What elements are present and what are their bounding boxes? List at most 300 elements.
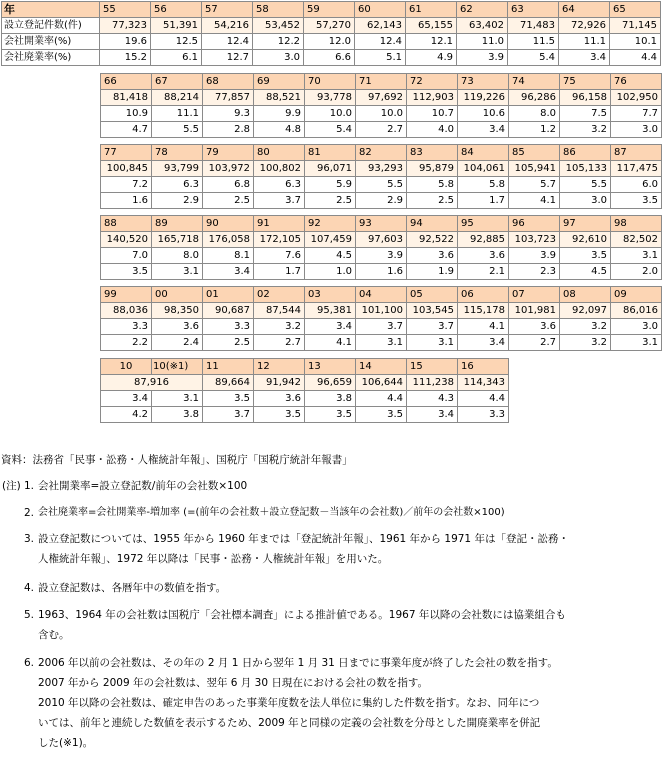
open-rate-cell: 5.5 [560, 177, 611, 193]
row-label-close-rate: 会社廃業率(%) [2, 50, 100, 66]
note-text [38, 578, 660, 598]
row-label-open-rate: 会社開業率(%) [2, 34, 100, 50]
filings-row [101, 303, 662, 319]
filings-cell: 106,644 [356, 375, 407, 391]
close-rate-cell: 3.5 [356, 407, 407, 423]
open-rate-cell: 9.9 [254, 106, 305, 122]
open-rate-cell: 5.7 [509, 177, 560, 193]
close-rate-cell: 2.5 [407, 193, 458, 209]
close-rate-cell: 4.4 [610, 50, 661, 66]
filings-cell: 71,145 [610, 18, 661, 34]
filings-cell: 92,097 [560, 303, 611, 319]
filings-cell: 93,799 [152, 161, 203, 177]
note-text [38, 503, 660, 523]
year-cell: 10(※1) [152, 359, 203, 375]
year-cell: 13 [305, 359, 356, 375]
note-number: 6. [24, 657, 35, 669]
filings-cell: 93,778 [305, 90, 356, 106]
year-cell: 83 [407, 145, 458, 161]
year-cell: 67 [152, 74, 203, 90]
open-rate-row [2, 34, 661, 50]
close-rate-cell: 3.2 [560, 335, 611, 351]
filings-cell: 77,323 [100, 18, 151, 34]
filings-cell: 65,155 [406, 18, 457, 34]
data-table-block-3 [100, 144, 662, 209]
year-cell: 95 [458, 216, 509, 232]
open-rate-cell: 3.8 [305, 391, 356, 407]
year-row [101, 359, 509, 375]
open-rate-cell: 7.6 [254, 248, 305, 264]
open-rate-cell: 3.6 [458, 248, 509, 264]
close-rate-cell: 1.9 [407, 264, 458, 280]
close-rate-cell: 6.6 [304, 50, 355, 66]
close-rate-row [101, 335, 662, 351]
close-rate-cell: 4.2 [101, 407, 152, 423]
open-rate-cell: 4.4 [458, 391, 509, 407]
open-rate-cell: 3.4 [305, 319, 356, 335]
year-cell: 08 [560, 287, 611, 303]
close-rate-cell: 5.4 [305, 122, 356, 138]
year-cell: 75 [560, 74, 611, 90]
open-rate-cell: 10.6 [458, 106, 509, 122]
year-cell: 80 [254, 145, 305, 161]
note-text [38, 653, 660, 753]
open-rate-cell: 10.0 [356, 106, 407, 122]
close-rate-cell: 2.5 [305, 193, 356, 209]
open-rate-cell: 3.6 [152, 319, 203, 335]
open-rate-cell: 10.1 [610, 34, 661, 50]
open-rate-cell: 3.0 [611, 319, 662, 335]
open-rate-cell: 10.0 [305, 106, 356, 122]
filings-cell: 176,058 [203, 232, 254, 248]
filings-row [2, 18, 661, 34]
year-cell: 14 [356, 359, 407, 375]
filings-cell: 96,071 [305, 161, 356, 177]
year-cell: 77 [101, 145, 152, 161]
year-cell: 06 [458, 287, 509, 303]
close-rate-cell: 6.1 [151, 50, 202, 66]
year-row [101, 145, 662, 161]
open-rate-cell: 11.5 [508, 34, 559, 50]
filings-cell: 96,286 [509, 90, 560, 106]
note-line: した(※1)。 [38, 737, 94, 749]
filings-cell: 92,522 [407, 232, 458, 248]
close-rate-cell: 3.0 [253, 50, 304, 66]
open-rate-cell: 3.9 [356, 248, 407, 264]
note-text [38, 605, 660, 645]
open-rate-cell: 3.3 [203, 319, 254, 335]
close-rate-cell: 5.4 [508, 50, 559, 66]
year-cell: 10 [101, 359, 152, 375]
open-rate-cell: 5.5 [356, 177, 407, 193]
close-rate-cell: 3.4 [458, 335, 509, 351]
data-table-block-1 [1, 1, 661, 66]
close-rate-cell: 1.0 [305, 264, 356, 280]
close-rate-cell: 2.9 [152, 193, 203, 209]
close-rate-cell: 1.7 [458, 193, 509, 209]
year-cell: 16 [458, 359, 509, 375]
close-rate-row [101, 122, 662, 138]
filings-cell: 119,226 [458, 90, 509, 106]
year-cell: 88 [101, 216, 152, 232]
year-cell: 99 [101, 287, 152, 303]
close-rate-cell: 4.8 [254, 122, 305, 138]
filings-cell: 102,950 [611, 90, 662, 106]
close-rate-cell: 3.9 [457, 50, 508, 66]
open-rate-cell: 3.1 [611, 248, 662, 264]
close-rate-cell: 3.4 [407, 407, 458, 423]
filings-cell: 93,293 [356, 161, 407, 177]
year-cell: 97 [560, 216, 611, 232]
note-text [38, 529, 660, 569]
filings-cell: 86,016 [611, 303, 662, 319]
open-rate-cell: 6.8 [203, 177, 254, 193]
filings-cell: 103,723 [509, 232, 560, 248]
close-rate-cell: 2.8 [203, 122, 254, 138]
filings-cell: 103,972 [203, 161, 254, 177]
filings-cell: 100,845 [101, 161, 152, 177]
close-rate-cell: 15.2 [100, 50, 151, 66]
filings-cell: 117,475 [611, 161, 662, 177]
note-text [38, 476, 660, 496]
year-cell: 86 [560, 145, 611, 161]
year-cell: 94 [407, 216, 458, 232]
year-cell: 15 [407, 359, 458, 375]
year-cell: 55 [100, 2, 151, 18]
year-cell: 84 [458, 145, 509, 161]
close-rate-cell: 3.4 [559, 50, 610, 66]
open-rate-cell: 10.7 [407, 106, 458, 122]
filings-cell: 101,100 [356, 303, 407, 319]
open-rate-row [101, 177, 662, 193]
year-cell: 73 [458, 74, 509, 90]
close-rate-cell: 3.8 [152, 407, 203, 423]
year-cell: 04 [356, 287, 407, 303]
open-rate-cell: 3.4 [101, 391, 152, 407]
row-label-filings: 設立登記件数(件) [2, 18, 100, 34]
open-rate-cell: 6.0 [611, 177, 662, 193]
open-rate-cell: 10.9 [101, 106, 152, 122]
year-cell: 00 [152, 287, 203, 303]
open-rate-cell: 8.0 [509, 106, 560, 122]
close-rate-cell: 3.7 [203, 407, 254, 423]
filings-cell: 112,903 [407, 90, 458, 106]
open-rate-cell: 12.1 [406, 34, 457, 50]
open-rate-cell: 6.3 [152, 177, 203, 193]
close-rate-cell: 1.6 [356, 264, 407, 280]
filings-cell: 54,216 [202, 18, 253, 34]
close-rate-cell: 2.5 [203, 335, 254, 351]
note-line: いては、前年と連続した数値を表示するため、2009 年と同様の定義の会社数を分母とした開廃業率を併記 [38, 717, 541, 729]
close-rate-cell: 4.0 [407, 122, 458, 138]
open-rate-cell: 19.6 [100, 34, 151, 50]
open-rate-cell: 7.5 [560, 106, 611, 122]
open-rate-cell: 5.8 [407, 177, 458, 193]
note-line: 会社開業率=設立登記数/前年の会社数×100 [38, 480, 248, 492]
open-rate-cell: 7.7 [611, 106, 662, 122]
year-cell: 66 [101, 74, 152, 90]
close-rate-cell: 1.7 [254, 264, 305, 280]
open-rate-cell: 4.4 [356, 391, 407, 407]
year-cell: 96 [509, 216, 560, 232]
year-row [101, 74, 662, 90]
close-rate-cell: 2.3 [509, 264, 560, 280]
filings-cell: 96,158 [560, 90, 611, 106]
data-table-block-5 [100, 286, 662, 351]
year-cell: 63 [508, 2, 559, 18]
close-rate-cell: 4.5 [560, 264, 611, 280]
filings-cell: 97,692 [356, 90, 407, 106]
close-rate-cell: 3.1 [611, 335, 662, 351]
filings-cell: 92,885 [458, 232, 509, 248]
close-rate-cell: 4.9 [406, 50, 457, 66]
filings-cell: 111,238 [407, 375, 458, 391]
close-rate-cell: 4.7 [101, 122, 152, 138]
year-cell: 02 [254, 287, 305, 303]
close-rate-cell: 1.2 [509, 122, 560, 138]
filings-cell: 92,610 [560, 232, 611, 248]
close-rate-cell: 4.1 [509, 193, 560, 209]
year-cell: 61 [406, 2, 457, 18]
close-rate-cell: 3.5 [305, 407, 356, 423]
filings-cell: 89,664 [203, 375, 254, 391]
open-rate-cell: 9.3 [203, 106, 254, 122]
open-rate-cell: 3.9 [509, 248, 560, 264]
open-rate-cell: 12.0 [304, 34, 355, 50]
source-line: 資料：法務省「民事・訟務・人権統計年報」、国税庁「国税庁統計年報書」 [1, 454, 353, 466]
year-cell: 79 [203, 145, 254, 161]
note-line: 会社廃業率=会社開業率-増加率 (=(前年の会社数＋設立登記数－当該年の会社数)／前年の会社数×100) [38, 507, 505, 518]
open-rate-cell: 3.5 [560, 248, 611, 264]
note-number: 5. [24, 609, 35, 621]
open-rate-cell: 3.5 [203, 391, 254, 407]
data-table-block-4 [100, 215, 662, 280]
open-rate-cell: 3.6 [509, 319, 560, 335]
close-rate-cell: 3.5 [101, 264, 152, 280]
open-rate-cell: 4.3 [407, 391, 458, 407]
note-number: 1. [24, 480, 35, 492]
year-cell: 74 [509, 74, 560, 90]
filings-row [101, 232, 662, 248]
open-rate-cell: 5.8 [458, 177, 509, 193]
open-rate-cell: 3.7 [356, 319, 407, 335]
year-cell: 78 [152, 145, 203, 161]
close-rate-cell: 3.1 [356, 335, 407, 351]
close-rate-cell: 2.7 [509, 335, 560, 351]
year-cell: 62 [457, 2, 508, 18]
open-rate-cell: 12.2 [253, 34, 304, 50]
filings-cell: 95,879 [407, 161, 458, 177]
year-row [2, 2, 661, 18]
filings-cell-merged: 87,916 [101, 375, 203, 391]
close-rate-cell: 1.6 [101, 193, 152, 209]
row-label-year: 年 [2, 2, 100, 18]
filings-cell: 72,926 [559, 18, 610, 34]
open-rate-cell: 12.4 [355, 34, 406, 50]
year-row [101, 216, 662, 232]
close-rate-cell: 2.9 [356, 193, 407, 209]
filings-cell: 87,544 [254, 303, 305, 319]
open-rate-cell: 3.2 [254, 319, 305, 335]
close-rate-row [101, 264, 662, 280]
close-rate-cell: 2.5 [203, 193, 254, 209]
year-cell: 56 [151, 2, 202, 18]
data-table-block-6 [100, 358, 509, 423]
close-rate-cell: 3.5 [254, 407, 305, 423]
open-rate-cell: 7.0 [101, 248, 152, 264]
note-line: 設立登記数については、1955 年から 1960 年までは「登記統計年報」、1961 年から 1971 年は「登記・訟務・ [38, 533, 569, 545]
open-rate-cell: 3.1 [152, 391, 203, 407]
year-cell: 09 [611, 287, 662, 303]
open-rate-cell: 12.5 [151, 34, 202, 50]
filings-cell: 62,143 [355, 18, 406, 34]
year-cell: 69 [254, 74, 305, 90]
filings-cell: 140,520 [101, 232, 152, 248]
filings-cell: 105,133 [560, 161, 611, 177]
close-rate-row [101, 407, 509, 423]
open-rate-cell: 6.3 [254, 177, 305, 193]
filings-row [101, 90, 662, 106]
filings-cell: 98,350 [152, 303, 203, 319]
filings-cell: 51,391 [151, 18, 202, 34]
close-rate-cell: 2.1 [458, 264, 509, 280]
close-rate-cell: 3.4 [203, 264, 254, 280]
year-cell: 93 [356, 216, 407, 232]
open-rate-cell: 3.6 [254, 391, 305, 407]
close-rate-cell: 3.2 [560, 122, 611, 138]
filings-cell: 101,981 [509, 303, 560, 319]
close-rate-cell: 3.1 [407, 335, 458, 351]
year-cell: 07 [509, 287, 560, 303]
filings-cell: 88,521 [254, 90, 305, 106]
open-rate-cell: 11.1 [559, 34, 610, 50]
filings-cell: 165,718 [152, 232, 203, 248]
filings-cell: 88,214 [152, 90, 203, 106]
year-cell: 58 [253, 2, 304, 18]
note-line: 2006 年以前の会社数は、その年の 2 月 1 日から翌年 1 月 31 日までに事業年度が終了した会社の数を指す。 [38, 657, 558, 669]
close-rate-cell: 3.4 [458, 122, 509, 138]
year-cell: 92 [305, 216, 356, 232]
year-cell: 98 [611, 216, 662, 232]
note-number: 3. [24, 533, 35, 545]
close-rate-row [101, 193, 662, 209]
filings-cell: 107,459 [305, 232, 356, 248]
year-cell: 05 [407, 287, 458, 303]
open-rate-cell: 4.1 [458, 319, 509, 335]
filings-cell: 90,687 [203, 303, 254, 319]
year-cell: 71 [356, 74, 407, 90]
filings-cell: 97,603 [356, 232, 407, 248]
open-rate-cell: 5.9 [305, 177, 356, 193]
close-rate-cell: 2.4 [152, 335, 203, 351]
filings-cell: 71,483 [508, 18, 559, 34]
note-number: 2. [24, 507, 35, 519]
filings-cell: 103,545 [407, 303, 458, 319]
year-cell: 76 [611, 74, 662, 90]
note-line: 1963、1964 年の会社数は国税庁「会社標本調査」による推計値である。1967 年以降の会社数には協業組合も [38, 609, 566, 621]
note-line: 含む。 [38, 629, 70, 641]
filings-cell: 172,105 [254, 232, 305, 248]
year-cell: 90 [203, 216, 254, 232]
year-cell: 57 [202, 2, 253, 18]
filings-cell: 114,343 [458, 375, 509, 391]
open-rate-row [101, 391, 509, 407]
close-rate-cell: 3.7 [254, 193, 305, 209]
filings-cell: 105,941 [509, 161, 560, 177]
year-cell: 65 [610, 2, 661, 18]
year-cell: 03 [305, 287, 356, 303]
year-cell: 81 [305, 145, 356, 161]
filings-row [101, 375, 509, 391]
open-rate-cell: 7.2 [101, 177, 152, 193]
close-rate-cell: 4.1 [305, 335, 356, 351]
close-rate-cell: 3.5 [611, 193, 662, 209]
note-number: 4. [24, 582, 35, 594]
open-rate-row [101, 106, 662, 122]
filings-cell: 96,659 [305, 375, 356, 391]
year-cell: 59 [304, 2, 355, 18]
close-rate-row [2, 50, 661, 66]
year-cell: 68 [203, 74, 254, 90]
year-cell: 72 [407, 74, 458, 90]
open-rate-cell: 3.3 [101, 319, 152, 335]
filings-cell: 57,270 [304, 18, 355, 34]
open-rate-cell: 3.2 [560, 319, 611, 335]
open-rate-row [101, 319, 662, 335]
year-cell: 64 [559, 2, 610, 18]
close-rate-cell: 2.2 [101, 335, 152, 351]
filings-cell: 104,061 [458, 161, 509, 177]
close-rate-cell: 3.0 [611, 122, 662, 138]
year-cell: 12 [254, 359, 305, 375]
year-cell: 87 [611, 145, 662, 161]
filings-cell: 95,381 [305, 303, 356, 319]
note-line: 2010 年以降の会社数は、確定申告のあった事業年度数を法人単位に集約した件数を指す。なお、同年につ [38, 697, 540, 709]
note-line: 設立登記数は、各暦年中の数値を指す。 [38, 582, 227, 594]
open-rate-cell: 4.5 [305, 248, 356, 264]
filings-cell: 82,502 [611, 232, 662, 248]
year-cell: 82 [356, 145, 407, 161]
filings-cell: 53,452 [253, 18, 304, 34]
year-cell: 85 [509, 145, 560, 161]
notes-lead: (注) [2, 480, 21, 492]
note-line: 人権統計年報」、1972 年以降は「民事・訟務・人権統計年報」を用いた。 [38, 553, 389, 565]
data-table-block-2 [100, 73, 662, 138]
open-rate-row [101, 248, 662, 264]
filings-cell: 63,402 [457, 18, 508, 34]
filings-cell: 88,036 [101, 303, 152, 319]
filings-cell: 77,857 [203, 90, 254, 106]
close-rate-cell: 2.7 [254, 335, 305, 351]
year-cell: 70 [305, 74, 356, 90]
close-rate-cell: 5.1 [355, 50, 406, 66]
filings-cell: 100,802 [254, 161, 305, 177]
year-cell: 01 [203, 287, 254, 303]
close-rate-cell: 3.1 [152, 264, 203, 280]
close-rate-cell: 5.5 [152, 122, 203, 138]
year-row [101, 287, 662, 303]
filings-cell: 91,942 [254, 375, 305, 391]
open-rate-cell: 8.0 [152, 248, 203, 264]
open-rate-cell: 11.0 [457, 34, 508, 50]
filings-row [101, 161, 662, 177]
close-rate-cell: 3.3 [458, 407, 509, 423]
year-cell: 11 [203, 359, 254, 375]
close-rate-cell: 3.0 [560, 193, 611, 209]
open-rate-cell: 3.6 [407, 248, 458, 264]
year-cell: 60 [355, 2, 406, 18]
year-cell: 91 [254, 216, 305, 232]
